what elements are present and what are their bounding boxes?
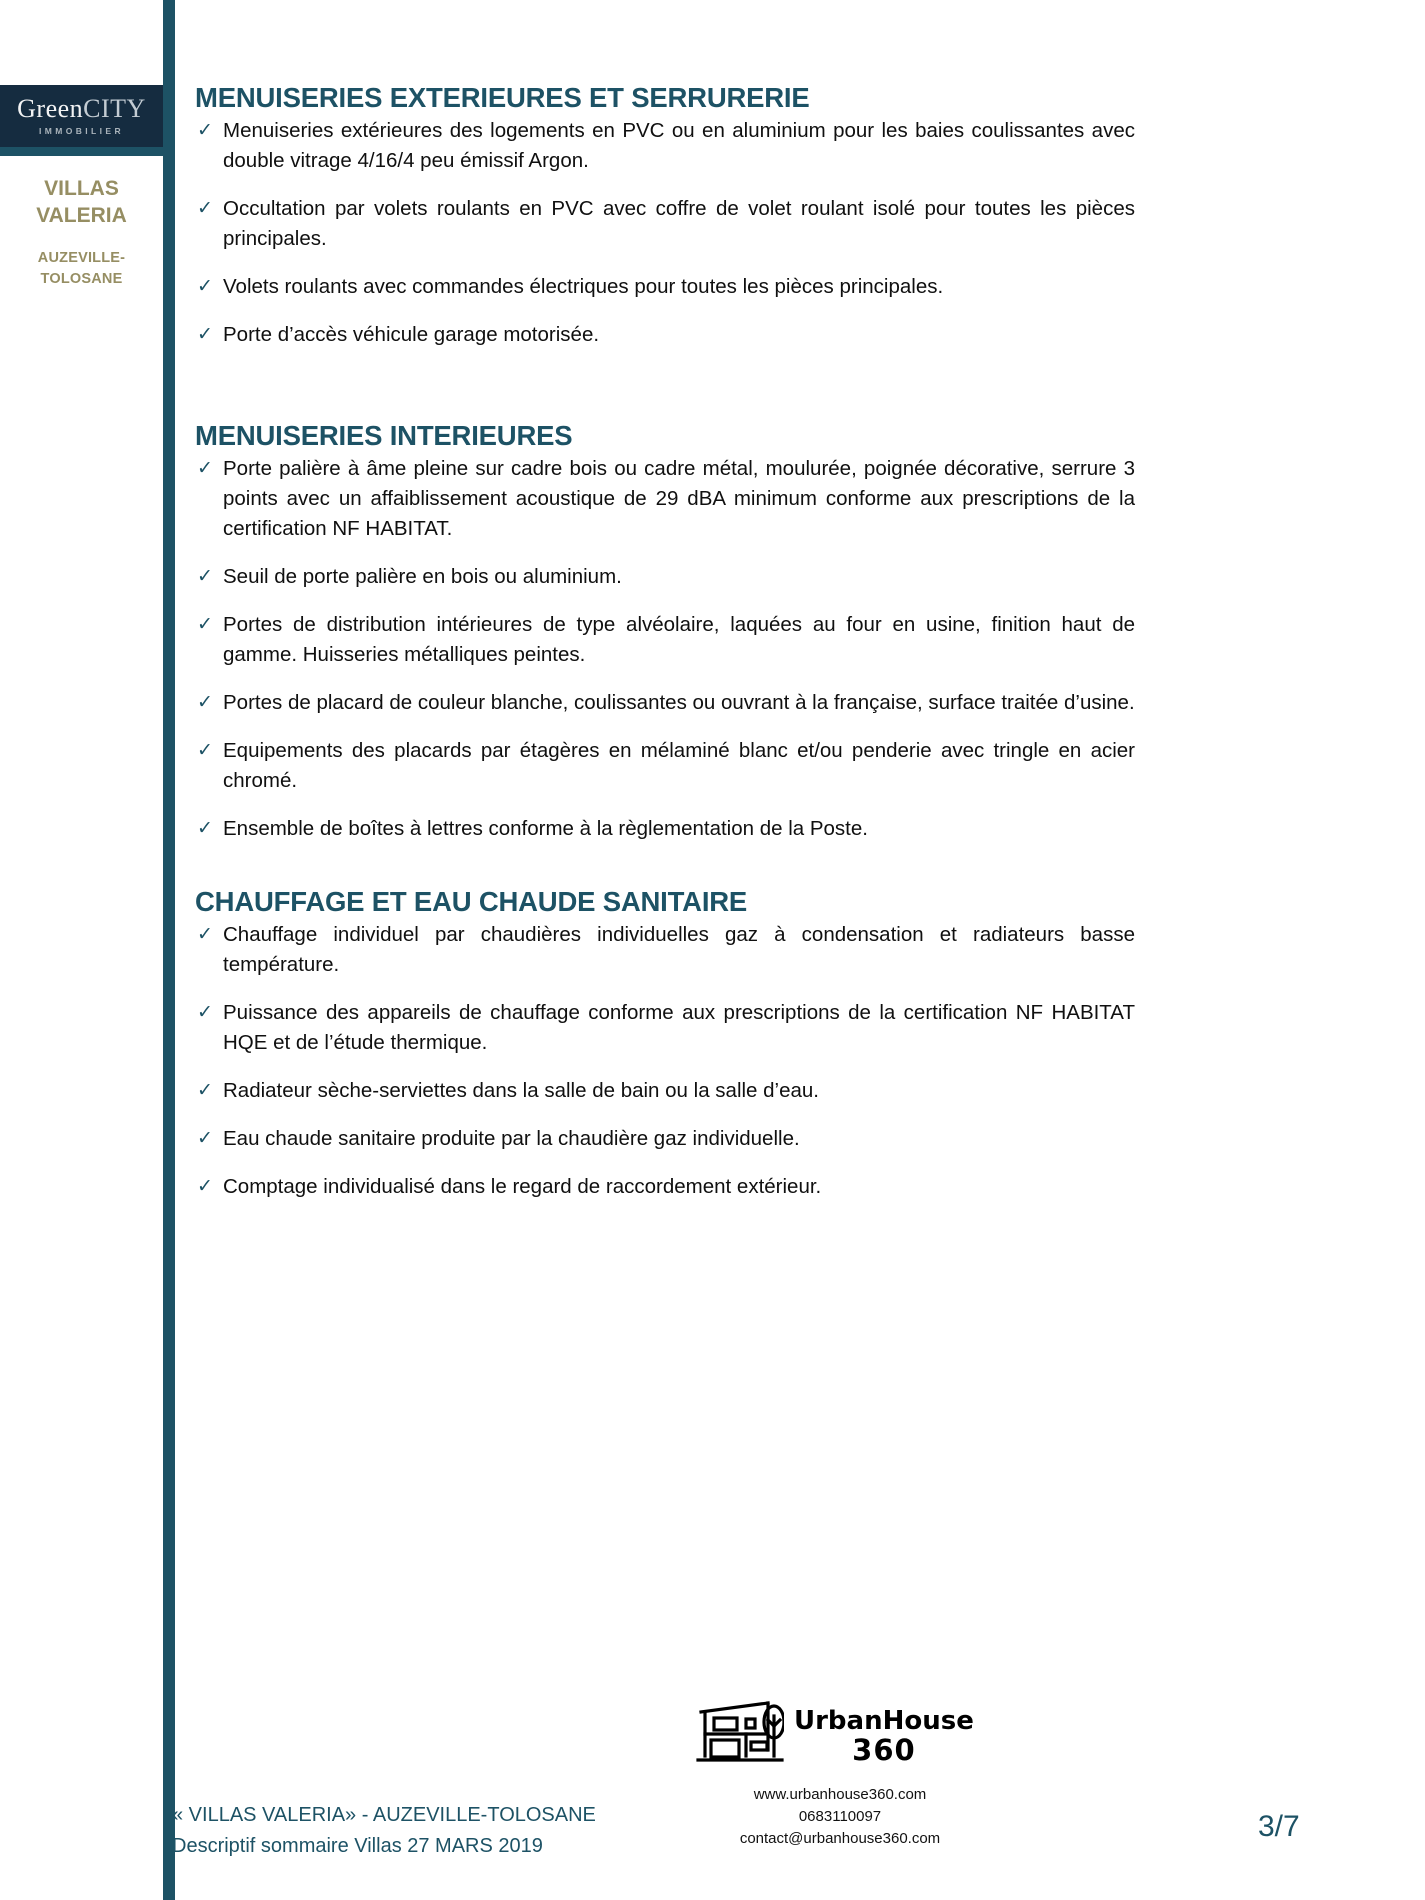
- page-footer: [0, 1680, 1425, 1900]
- footer-document-info: [172, 1800, 596, 1862]
- section-menuiseries-exterieures: [195, 0, 1135, 350]
- section-heading: MENUISERIES INTERIEURES: [195, 420, 573, 451]
- list-item: [195, 194, 1135, 254]
- urbanhouse-wordmark: [794, 1708, 974, 1765]
- check-icon: ✓: [197, 692, 213, 713]
- urbanhouse-logo: [696, 1698, 974, 1775]
- check-icon: ✓: [197, 198, 213, 219]
- sidebar-project-title: [0, 175, 163, 229]
- footer-descriptif-line: Descriptif sommaire Villas 27 MARS 2019: [172, 1835, 543, 1857]
- page-number: 3/7: [1258, 1810, 1300, 1843]
- footer-project-line: « VILLAS VALERIA» - AUZEVILLE-TOLOSANE: [172, 1804, 596, 1826]
- check-icon: ✓: [197, 120, 213, 141]
- email-text: contact@urbanhouse360.com: [739, 1830, 941, 1847]
- check-icon: ✓: [197, 614, 213, 635]
- list-item-text: Puissance des appareils de chauffage conforme aux prescriptions de la certification NF HABITAT HQE et de l’étude thermique.: [223, 1001, 1135, 1054]
- list-item: [195, 998, 1135, 1058]
- urbanhouse-name-line2: 360: [852, 1733, 916, 1767]
- check-icon: ✓: [197, 566, 213, 587]
- list-item: [195, 814, 1135, 844]
- list-item: [195, 1172, 1135, 1202]
- list-item: [195, 454, 1135, 544]
- list-item: [195, 116, 1135, 176]
- greencity-logo: [0, 85, 163, 147]
- logo-word-green: Green: [17, 94, 84, 123]
- list-item-text: Portes de distribution intérieures de type alvéolaire, laquées au four en usine, finition haut de gamme. Huisseries métalliques peintes.: [223, 613, 1135, 666]
- check-icon: ✓: [197, 1128, 213, 1149]
- check-icon: ✓: [197, 924, 213, 945]
- sidebar-city-line2: TOLOSANE: [40, 271, 123, 287]
- sidebar-project-line1: VILLAS: [44, 177, 119, 200]
- list-item-text: Volets roulants avec commandes électriques pour toutes les pièces principales.: [223, 275, 944, 298]
- list-item: [195, 688, 1135, 718]
- list-item: [195, 1124, 1135, 1154]
- urbanhouse-contact: [640, 1784, 1040, 1850]
- document-content: [195, 0, 1135, 1220]
- list-item: [195, 272, 1135, 302]
- section-heading: MENUISERIES EXTERIEURES ET SERRURERIE: [195, 82, 810, 113]
- list-item: [195, 610, 1135, 670]
- logo-subtitle: IMMOBILIER: [39, 126, 124, 136]
- vertical-accent-bar: [163, 0, 175, 1900]
- list-item-text: Menuiseries extérieures des logements en PVC ou en aluminium pour les baies coulissantes avec double vitrage 4/16/4 peu émissif Argon.: [223, 119, 1135, 172]
- sidebar-project-line2: VALERIA: [36, 204, 127, 227]
- logo-underline-bar: [0, 147, 163, 156]
- check-icon: ✓: [197, 1080, 213, 1101]
- list-item-text: Seuil de porte palière en bois ou aluminium.: [223, 565, 622, 588]
- list-item-text: Equipements des placards par étagères en mélaminé blanc et/ou penderie avec tringle en acier chromé.: [223, 739, 1135, 792]
- list-item-text: Portes de placard de couleur blanche, coulissantes ou ouvrant à la française, surface traitée d’usine.: [223, 691, 1135, 714]
- logo-word-city: CITY: [83, 94, 146, 123]
- urbanhouse-name-line1: UrbanHouse: [794, 1706, 974, 1736]
- check-icon: ✓: [197, 740, 213, 761]
- sidebar-city-line1: AUZEVILLE-: [37, 250, 126, 266]
- greencity-wordmark: [17, 96, 146, 122]
- list-item: [195, 920, 1135, 980]
- list-item-text: Occultation par volets roulants en PVC avec coffre de volet roulant isolé pour toutes les pièces principales.: [223, 197, 1135, 250]
- phone-text: 0683110097: [798, 1808, 882, 1825]
- section-menuiseries-interieures: [195, 368, 1135, 844]
- list-item: [195, 562, 1135, 592]
- list-item: [195, 1076, 1135, 1106]
- list-item-text: Chauffage individuel par chaudières individuelles gaz à condensation et radiateurs basse température.: [223, 923, 1135, 976]
- check-icon: ✓: [197, 458, 213, 479]
- list-item-text: Porte d’accès véhicule garage motorisée.: [223, 323, 600, 346]
- check-icon: ✓: [197, 324, 213, 345]
- check-icon: ✓: [197, 818, 213, 839]
- check-icon: ✓: [197, 1002, 213, 1023]
- house-icon: [696, 1698, 784, 1775]
- list-item-text: Comptage individualisé dans le regard de raccordement extérieur.: [223, 1175, 822, 1198]
- section-heading: CHAUFFAGE ET EAU CHAUDE SANITAIRE: [195, 886, 748, 917]
- check-icon: ✓: [197, 276, 213, 297]
- list-item: [195, 736, 1135, 796]
- list-item-text: Radiateur sèche-serviettes dans la salle de bain ou la salle d’eau.: [223, 1079, 820, 1102]
- list-item-text: Porte palière à âme pleine sur cadre bois ou cadre métal, moulurée, poignée décorative, serrure 3 points avec un affaiblissement acoustique de 29 dBA minimum conforme aux prescriptions de la certification NF HABITAT.: [223, 457, 1135, 540]
- list-item: [195, 320, 1135, 350]
- list-item-text: Ensemble de boîtes à lettres conforme à la règlementation de la Poste.: [223, 817, 868, 840]
- check-icon: ✓: [197, 1176, 213, 1197]
- sidebar-city: [0, 248, 163, 290]
- website-text: www.urbanhouse360.com: [753, 1786, 927, 1803]
- sidebar: [0, 0, 163, 1900]
- list-item-text: Eau chaude sanitaire produite par la chaudière gaz individuelle.: [223, 1127, 800, 1150]
- section-chauffage: [195, 862, 1135, 1202]
